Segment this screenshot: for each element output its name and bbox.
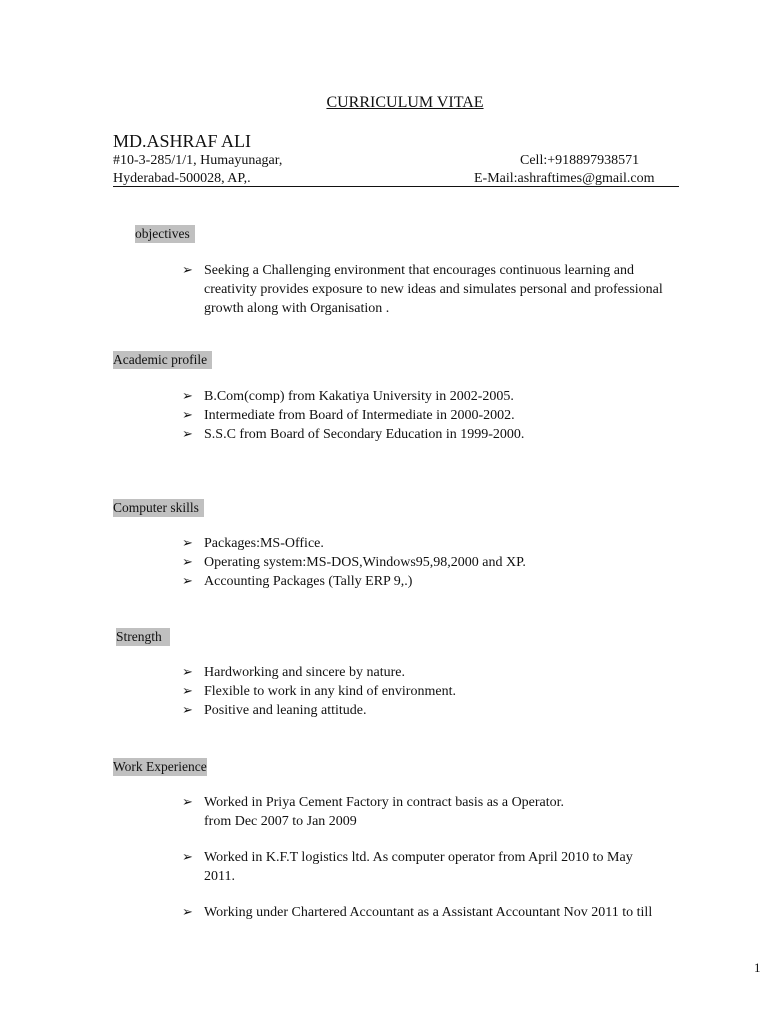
bullet-arrow-icon: ➢ bbox=[182, 665, 193, 680]
work-item-line-2: from Dec 2007 to Jan 2009 bbox=[204, 814, 357, 829]
list-item bbox=[182, 425, 524, 444]
work-item-line-2: 2011. bbox=[204, 869, 235, 884]
objectives-list bbox=[182, 261, 682, 318]
bullet-arrow-icon: ➢ bbox=[182, 536, 193, 551]
work-item-line-1: Worked in Priya Cement Factory in contract basis as a Operator. bbox=[204, 795, 565, 810]
strength-item: Hardworking and sincere by nature. bbox=[204, 665, 405, 680]
bullet-arrow-icon: ➢ bbox=[182, 427, 193, 442]
bullet-arrow-icon: ➢ bbox=[182, 555, 193, 570]
list-item bbox=[182, 793, 652, 831]
bullet-arrow-icon: ➢ bbox=[182, 684, 193, 699]
bullet-arrow-icon: ➢ bbox=[182, 574, 193, 589]
bullet-arrow-icon: ➢ bbox=[182, 263, 193, 278]
section-heading-computer-skills: Computer skills bbox=[113, 499, 204, 517]
work-experience-list bbox=[182, 793, 652, 922]
list-item bbox=[182, 534, 526, 553]
address-line-1: #10-3-285/1/1, Humayunagar, bbox=[113, 153, 283, 168]
section-heading-objectives: objectives bbox=[135, 225, 195, 243]
objective-text: Seeking a Challenging environment that encourages continuous learning and creativity provides exposure to new ideas and simulates personal and professional growth along with Organisation . bbox=[204, 263, 663, 316]
document-title: CURRICULUM VITAE bbox=[326, 94, 484, 111]
email-address: E-Mail:ashraftimes@gmail.com bbox=[474, 171, 655, 186]
bullet-arrow-icon: ➢ bbox=[182, 850, 193, 865]
list-item bbox=[182, 663, 456, 682]
list-item bbox=[182, 848, 652, 886]
bullet-arrow-icon: ➢ bbox=[182, 905, 193, 920]
skill-item: Operating system:MS-DOS,Windows95,98,2000 and XP. bbox=[204, 555, 526, 570]
academic-item: B.Com(comp) from Kakatiya University in 2002-2005. bbox=[204, 389, 514, 404]
computer-skills-list bbox=[182, 534, 526, 591]
academic-list bbox=[182, 387, 524, 444]
bullet-arrow-icon: ➢ bbox=[182, 408, 193, 423]
address-line-2: Hyderabad-500028, AP,. bbox=[113, 171, 251, 186]
work-item-line-1: Working under Chartered Accountant as a Assistant Accountant Nov 2011 to till bbox=[204, 905, 653, 920]
work-item-line-1: Worked in K.F.T logistics ltd. As computer operator from April 2010 to May bbox=[204, 850, 633, 865]
skill-item: Packages:MS-Office. bbox=[204, 536, 324, 551]
bullet-arrow-icon: ➢ bbox=[182, 795, 193, 810]
page-number: 1 bbox=[754, 960, 761, 975]
cell-number: Cell:+918897938571 bbox=[520, 153, 640, 168]
section-heading-academic: Academic profile bbox=[113, 351, 212, 369]
academic-item: Intermediate from Board of Intermediate in 2000-2002. bbox=[204, 408, 515, 423]
section-heading-work-experience: Work Experience bbox=[113, 759, 207, 774]
strength-list bbox=[182, 663, 456, 720]
applicant-name: MD.ASHRAF ALI bbox=[113, 131, 252, 151]
list-item bbox=[182, 406, 524, 425]
address-underline bbox=[113, 186, 679, 187]
skill-item: Accounting Packages (Tally ERP 9,.) bbox=[204, 574, 413, 589]
bullet-arrow-icon: ➢ bbox=[182, 703, 193, 718]
academic-item: S.S.C from Board of Secondary Education in 1999-2000. bbox=[204, 427, 525, 442]
list-item bbox=[182, 701, 456, 720]
bullet-arrow-icon: ➢ bbox=[182, 389, 193, 404]
list-item bbox=[182, 903, 652, 922]
list-item bbox=[182, 387, 524, 406]
strength-item: Positive and leaning attitude. bbox=[204, 703, 367, 718]
list-item bbox=[182, 682, 456, 701]
list-item bbox=[182, 261, 682, 318]
list-item bbox=[182, 553, 526, 572]
strength-item: Flexible to work in any kind of environment. bbox=[204, 684, 456, 699]
section-heading-strength: Strength bbox=[116, 628, 170, 646]
list-item bbox=[182, 572, 526, 591]
